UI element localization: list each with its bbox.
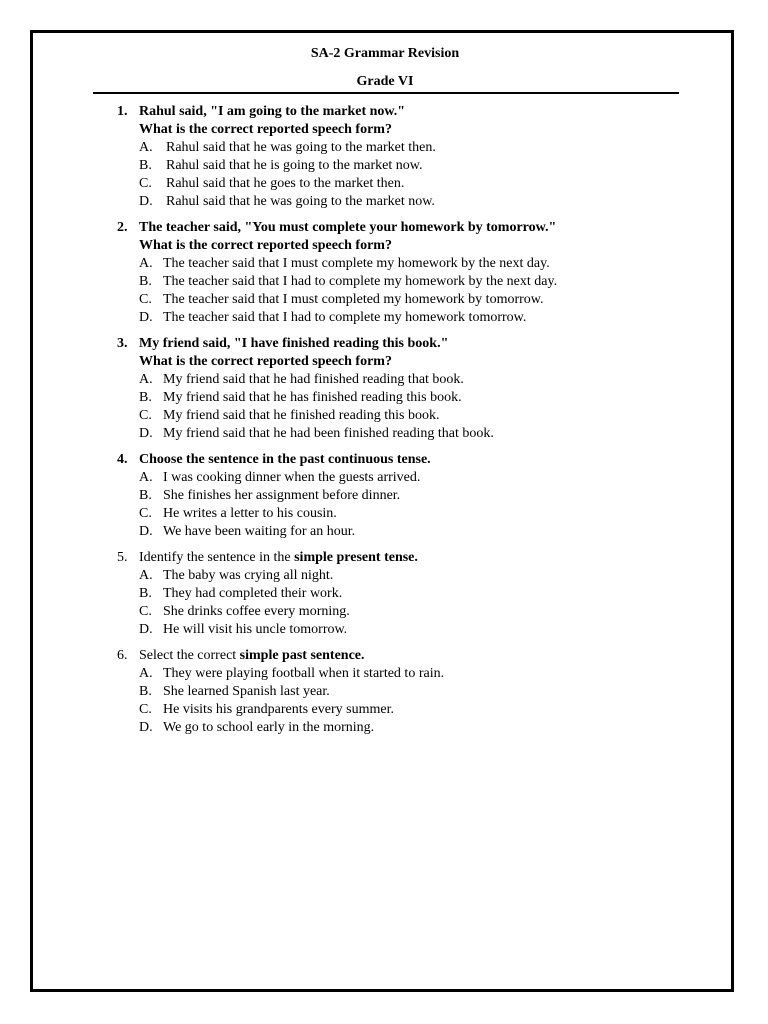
option-text: She drinks coffee every morning. <box>163 604 350 619</box>
question-number: 2. <box>117 220 128 235</box>
page-border <box>30 30 734 992</box>
question-text: The teacher said, "You must complete your homework by tomorrow." <box>139 220 557 235</box>
option-text: The baby was crying all night. <box>163 568 334 583</box>
option-d <box>117 425 717 443</box>
option-letter: A. <box>139 666 153 681</box>
question-3 <box>117 335 717 443</box>
option-letter: D. <box>139 194 153 209</box>
option-b <box>117 487 717 505</box>
option-c <box>117 701 717 719</box>
option-letter: A. <box>139 568 153 583</box>
option-letter: C. <box>139 506 152 521</box>
option-text: He visits his grandparents every summer. <box>163 702 394 717</box>
option-letter: B. <box>139 274 152 289</box>
option-b <box>117 585 717 603</box>
question-text: Choose the sentence in the past continuous tense. <box>139 452 431 467</box>
option-text: They were playing football when it started to rain. <box>163 666 445 681</box>
option-text: My friend said that he finished reading this book. <box>163 408 440 423</box>
question-number: 4. <box>117 452 128 467</box>
question-6 <box>117 647 717 737</box>
question-number: 1. <box>117 104 128 119</box>
question-subtext: What is the correct reported speech form? <box>139 122 392 137</box>
option-text: My friend said that he had been finished reading that book. <box>163 426 494 441</box>
option-letter: C. <box>139 408 152 423</box>
option-d <box>117 523 717 541</box>
option-letter: B. <box>139 488 152 503</box>
question-subtext: What is the correct reported speech form? <box>139 354 392 369</box>
question-5 <box>117 549 717 639</box>
option-text: He writes a letter to his cousin. <box>163 506 337 521</box>
question-1 <box>117 103 717 211</box>
option-text: She finishes her assignment before dinner. <box>163 488 401 503</box>
option-c <box>117 407 717 425</box>
option-text: Rahul said that he was going to the market now. <box>166 194 435 209</box>
question-text: My friend said, "I have finished reading this book." <box>139 336 449 351</box>
question-4 <box>117 451 717 541</box>
option-text: They had completed their work. <box>163 586 343 601</box>
option-a <box>117 567 717 585</box>
option-letter: C. <box>139 292 152 307</box>
option-b <box>117 389 717 407</box>
option-text: Rahul said that he was going to the market then. <box>166 140 436 155</box>
option-text: Rahul said that he is going to the market now. <box>166 158 423 173</box>
option-letter: B. <box>139 586 152 601</box>
option-text: He will visit his uncle tomorrow. <box>163 622 348 637</box>
option-a <box>117 371 717 389</box>
option-b <box>117 683 717 701</box>
option-d <box>117 193 717 211</box>
option-text: The teacher said that I must complete my homework by the next day. <box>163 256 550 271</box>
option-letter: D. <box>139 524 153 539</box>
question-subtext: What is the correct reported speech form? <box>139 238 392 253</box>
option-d <box>117 621 717 639</box>
option-letter: A. <box>139 256 153 271</box>
question-text-plain: Identify the sentence in the <box>139 550 295 565</box>
option-a <box>117 255 717 273</box>
option-text: I was cooking dinner when the guests arrived. <box>163 470 421 485</box>
option-letter: A. <box>139 140 153 155</box>
option-text: The teacher said that I had to complete my homework tomorrow. <box>163 310 527 325</box>
option-letter: D. <box>139 720 153 735</box>
option-a <box>117 665 717 683</box>
option-letter: D. <box>139 426 153 441</box>
option-text: We go to school early in the morning. <box>163 720 375 735</box>
question-text: Rahul said, "I am going to the market now." <box>139 104 406 119</box>
question-list <box>117 103 717 745</box>
grade-heading: Grade VI <box>356 74 414 89</box>
option-a <box>117 139 717 157</box>
question-number: 6. <box>117 648 128 663</box>
option-text: She learned Spanish last year. <box>163 684 330 699</box>
document-title: SA-2 Grammar Revision <box>310 46 460 61</box>
option-d <box>117 719 717 737</box>
option-letter: C. <box>139 604 152 619</box>
question-2 <box>117 219 717 327</box>
option-text: We have been waiting for an hour. <box>163 524 356 539</box>
option-text: Rahul said that he goes to the market then. <box>166 176 405 191</box>
question-text-plain: Select the correct <box>139 648 240 663</box>
option-text: The teacher said that I had to complete my homework by the next day. <box>163 274 558 289</box>
question-number: 5. <box>117 550 128 565</box>
option-c <box>117 175 717 193</box>
option-text: My friend said that he has finished reading this book. <box>163 390 462 405</box>
option-letter: D. <box>139 622 153 637</box>
question-text <box>139 549 418 567</box>
option-letter: D. <box>139 310 153 325</box>
option-b <box>117 157 717 175</box>
option-c <box>117 505 717 523</box>
option-letter: B. <box>139 390 152 405</box>
option-d <box>117 309 717 327</box>
option-c <box>117 603 717 621</box>
option-text: My friend said that he had finished reading that book. <box>163 372 464 387</box>
question-text-emphasis: simple past sentence. <box>239 648 365 663</box>
header-divider <box>93 92 679 94</box>
option-letter: B. <box>139 158 152 173</box>
option-letter: A. <box>139 470 153 485</box>
option-letter: A. <box>139 372 153 387</box>
question-text <box>139 647 365 665</box>
option-a <box>117 469 717 487</box>
option-letter: C. <box>139 702 152 717</box>
option-c <box>117 291 717 309</box>
option-b <box>117 273 717 291</box>
question-text-emphasis: simple present tense. <box>294 550 418 565</box>
option-letter: B. <box>139 684 152 699</box>
option-text: The teacher said that I must completed my homework by tomorrow. <box>163 292 544 307</box>
option-letter: C. <box>139 176 152 191</box>
question-number: 3. <box>117 336 128 351</box>
